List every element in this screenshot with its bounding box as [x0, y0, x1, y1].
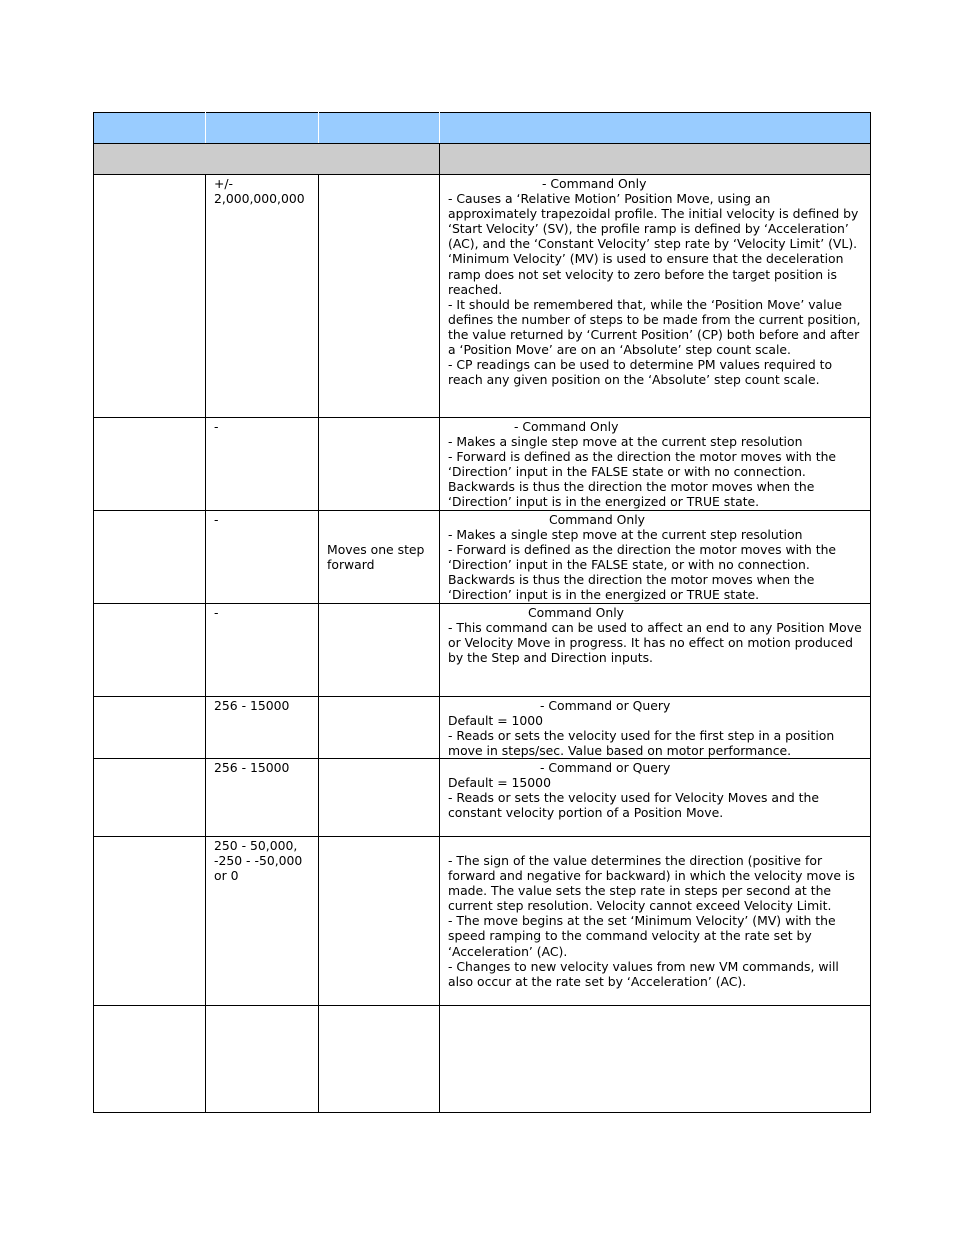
- range-cell: [206, 1005, 319, 1112]
- command-cell: [94, 511, 206, 604]
- description-cell: [440, 696, 871, 758]
- command-cell: [94, 418, 206, 511]
- section-header-cell: [440, 144, 871, 175]
- description-line: Default = 1000: [448, 712, 544, 728]
- description-line: - Changes to new velocity values from new VM commands, will also occur at the rate set by ‘Acceleration’ (AC).: [448, 958, 839, 989]
- response-text: Moves one step forward: [327, 542, 425, 573]
- description-cell: [440, 836, 871, 1005]
- description-line: - Reads or sets the velocity used for the first step in a position move in steps/sec. Value based on motor performance.: [448, 727, 835, 758]
- range-line: 250 - 50,000,: [214, 837, 298, 853]
- description-line: - Forward is defined as the direction the motor moves with the ‘Direction’ input in the FALSE state or with no connection. Backwards is thus the direction the motor moves when the ‘Direction’ input is in the energized or TRUE state.: [448, 449, 837, 510]
- section-header-cell: [94, 144, 440, 175]
- mode-text: Command Only: [549, 512, 646, 527]
- header-cell: [440, 113, 871, 144]
- mode-text: - Command or Query: [540, 697, 671, 713]
- table-row: [94, 603, 871, 696]
- description-line: - It should be remembered that, while the ‘Position Move’ value defines the number of steps to be made from the current position, the value returned by ‘Current Position’ (CP) both before and after a ‘Position Move’ are on an ‘Absolute’ step count scale.: [448, 296, 861, 358]
- response-cell: [319, 418, 440, 511]
- range-cell: -: [206, 418, 319, 511]
- command-cell: [94, 758, 206, 836]
- description-cell: [440, 175, 871, 418]
- command-table: [93, 112, 871, 1113]
- range-line: -250 - -50,000: [214, 853, 303, 869]
- description-line: - Forward is defined as the direction the motor moves with the ‘Direction’ input in the FALSE state, or with no connection. Backwards is thus the direction the motor moves when the ‘Direction’ input is in the energized or TRUE state.: [448, 542, 837, 603]
- range-cell: -: [206, 511, 319, 604]
- command-cell: [94, 696, 206, 758]
- description-cell: [440, 418, 871, 511]
- table-row: [94, 696, 871, 758]
- response-cell: [319, 175, 440, 418]
- table-row: [94, 758, 871, 836]
- description-line: - This command can be used to affect an end to any Position Move or Velocity Move in progress. It has no effect on motion produced by the Step and Direction inputs.: [448, 619, 862, 665]
- description-line: - Causes a ‘Relative Motion’ Position Move, using an approximately trapezoidal profile. The initial velocity is defined by ‘Start Velocity’ (SV), the profile ramp is defined by ‘Acceleration’ (AC), and the ‘Constant Velocity’ step rate by ‘Velocity Limit’ (VL). ‘Minimum Velocity’ (MV) is used to ensure that the deceleration ramp does not set velocity to zero before the target position is reached.: [448, 191, 859, 297]
- description-cell: [440, 1005, 871, 1112]
- command-cell: [94, 603, 206, 696]
- header-cell: [319, 113, 440, 144]
- response-cell: [319, 836, 440, 1005]
- range-cell: [206, 836, 319, 1005]
- range-line: or 0: [214, 868, 239, 884]
- command-cell: [94, 1005, 206, 1112]
- description-line: Default = 15000: [448, 775, 551, 791]
- table-row: [94, 175, 871, 418]
- table-row: [94, 836, 871, 1005]
- response-cell: [319, 696, 440, 758]
- range-cell: 256 - 15000: [206, 758, 319, 836]
- range-cell: 256 - 15000: [206, 696, 319, 758]
- description-line: - Makes a single step move at the current step resolution: [448, 434, 803, 450]
- header-cell: [94, 113, 206, 144]
- mode-text: Command Only: [528, 604, 625, 620]
- range-cell: +/- 2,000,000,000: [206, 175, 319, 418]
- description-line: - Reads or sets the velocity used for Velocity Moves and the constant velocity portion of a Position Move.: [448, 790, 819, 821]
- response-cell: [319, 603, 440, 696]
- command-cell: [94, 836, 206, 1005]
- section-header-row: [94, 144, 871, 175]
- description-cell: [440, 758, 871, 836]
- response-cell: [319, 1005, 440, 1112]
- table-row: [94, 511, 871, 604]
- range-cell: -: [206, 603, 319, 696]
- table-header-row: [94, 113, 871, 144]
- description-cell: [440, 603, 871, 696]
- table-row: [94, 1005, 871, 1112]
- description-line: - CP readings can be used to determine PM values required to reach any given position on the ‘Absolute’ step count scale.: [448, 357, 833, 388]
- response-cell: [319, 511, 440, 604]
- response-cell: [319, 758, 440, 836]
- description-line: - The move begins at the set ‘Minimum Velocity’ (MV) with the speed ramping to the command velocity at the rate set by ‘Acceleration’ (AC).: [448, 913, 836, 959]
- description-line: - The sign of the value determines the direction (positive for forward and negative for backward) in which the velocity move is made. The value sets the step rate in steps per second at the current step resolution. Velocity cannot exceed Velocity Limit.: [448, 852, 855, 914]
- header-cell: [206, 113, 319, 144]
- mode-text: - Command or Query: [540, 759, 671, 775]
- description-line: - Makes a single step move at the current step resolution: [448, 527, 803, 543]
- table-row: [94, 418, 871, 511]
- description-cell: [440, 511, 871, 604]
- mode-text: - Command Only: [514, 419, 619, 434]
- mode-text: - Command Only: [542, 176, 647, 191]
- command-cell: [94, 175, 206, 418]
